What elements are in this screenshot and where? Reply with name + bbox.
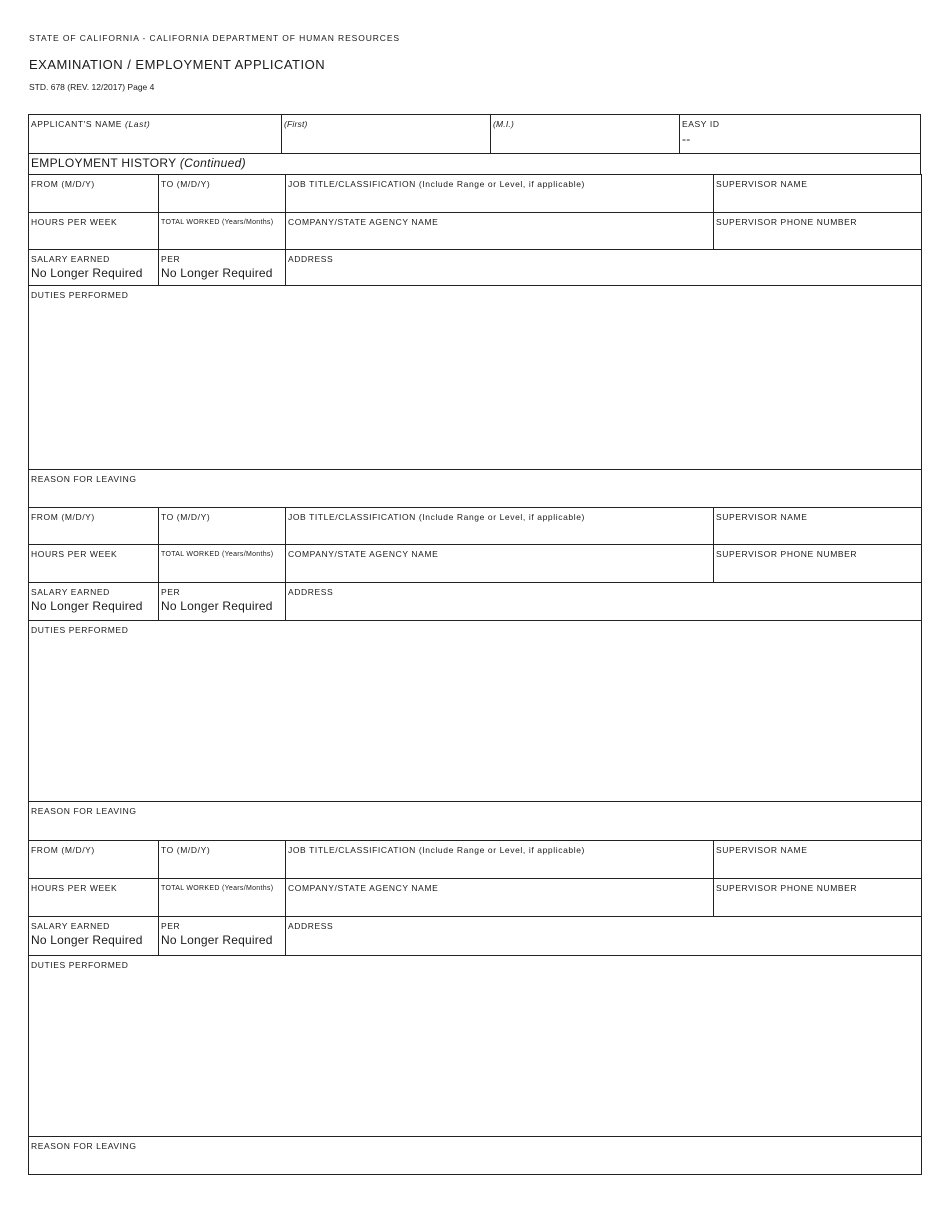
address-field[interactable] [285,916,922,956]
address-field[interactable] [285,249,922,286]
from-date-field[interactable] [28,174,159,213]
duties-performed-label: DUTIES PERFORMED [31,625,129,635]
section-subtitle: (Continued) [179,156,246,170]
company-name-label: COMPANY/STATE AGENCY NAME [288,549,439,559]
total-worked-field[interactable] [158,544,286,583]
salary-per-label: PER [161,921,181,931]
supervisor-phone-label: SUPERVISOR PHONE NUMBER [716,549,858,559]
from-date-label: FROM (M/D/Y) [31,845,95,855]
total-worked-label: TOTAL WORKED (Years/Months) [161,219,274,226]
duties-performed-field[interactable] [28,285,922,470]
supervisor-name-field[interactable] [713,174,922,213]
last-name-label-text: APPLICANT'S NAME [31,119,123,129]
company-name-label: COMPANY/STATE AGENCY NAME [288,883,439,893]
reason-for-leaving-label: REASON FOR LEAVING [31,1141,137,1151]
reason-for-leaving-field[interactable] [28,801,922,841]
middle-initial-label: (M.I.) [493,119,515,129]
reason-for-leaving-label: REASON FOR LEAVING [31,806,137,816]
address-label: ADDRESS [288,921,334,931]
to-date-field[interactable] [158,507,286,545]
salary-per-label: PER [161,254,181,264]
supervisor-name-label: SUPERVISOR NAME [716,512,808,522]
easy-id-label: EASY ID [682,119,720,129]
supervisor-phone-field[interactable] [713,544,922,583]
salary-earned-field[interactable] [28,916,159,956]
hours-per-week-label: HOURS PER WEEK [31,549,118,559]
hours-per-week-label: HOURS PER WEEK [31,217,118,227]
easy-id-field[interactable] [679,114,921,154]
from-date-label: FROM (M/D/Y) [31,512,95,522]
duties-performed-label: DUTIES PERFORMED [31,960,129,970]
company-name-field[interactable] [285,544,714,583]
to-date-field[interactable] [158,174,286,213]
to-date-label: TO (M/D/Y) [161,179,211,189]
company-name-label: COMPANY/STATE AGENCY NAME [288,217,439,227]
from-date-field[interactable] [28,840,159,879]
reason-for-leaving-field[interactable] [28,1136,922,1175]
middle-initial-field[interactable] [490,114,680,154]
job-title-field[interactable] [285,507,714,545]
address-field[interactable] [285,582,922,621]
total-worked-field[interactable] [158,878,286,917]
from-date-field[interactable] [28,507,159,545]
salary-earned-field[interactable] [28,582,159,621]
duties-performed-label: DUTIES PERFORMED [31,290,129,300]
supervisor-phone-label: SUPERVISOR PHONE NUMBER [716,883,858,893]
from-date-label: FROM (M/D/Y) [31,179,95,189]
to-date-label: TO (M/D/Y) [161,845,211,855]
duties-performed-field[interactable] [28,955,922,1137]
salary-per-field[interactable] [158,916,286,956]
salary-earned-value: No Longer Required [31,266,143,280]
salary-earned-field[interactable] [28,249,159,286]
salary-per-field[interactable] [158,249,286,286]
salary-per-value: No Longer Required [161,599,273,613]
first-name-field[interactable] [281,114,491,154]
salary-earned-label: SALARY EARNED [31,587,110,597]
supervisor-phone-field[interactable] [713,212,922,250]
supervisor-name-field[interactable] [713,840,922,879]
job-title-field[interactable] [285,840,714,879]
supervisor-phone-field[interactable] [713,878,922,917]
company-name-field[interactable] [285,212,714,250]
to-date-label: TO (M/D/Y) [161,512,211,522]
reason-for-leaving-label: REASON FOR LEAVING [31,474,137,484]
hours-per-week-label: HOURS PER WEEK [31,883,118,893]
section-title [31,156,246,170]
job-title-label: JOB TITLE/CLASSIFICATION (Include Range or Level, if applicable) [288,512,585,522]
salary-earned-label: SALARY EARNED [31,254,110,264]
total-worked-label: TOTAL WORKED (Years/Months) [161,551,274,558]
supervisor-name-label: SUPERVISOR NAME [716,845,808,855]
company-name-field[interactable] [285,878,714,917]
address-label: ADDRESS [288,587,334,597]
salary-per-value: No Longer Required [161,933,273,947]
reason-for-leaving-field[interactable] [28,469,922,508]
supervisor-name-field[interactable] [713,507,922,545]
salary-earned-label: SALARY EARNED [31,921,110,931]
supervisor-name-label: SUPERVISOR NAME [716,179,808,189]
form-number: STD. 678 (REV. 12/2017) Page 4 [29,82,155,92]
last-name-hint: (Last) [125,119,151,129]
hours-per-week-field[interactable] [28,878,159,917]
salary-per-label: PER [161,587,181,597]
job-title-label: JOB TITLE/CLASSIFICATION (Include Range or Level, if applicable) [288,845,585,855]
form-title: EXAMINATION / EMPLOYMENT APPLICATION [29,57,326,72]
address-label: ADDRESS [288,254,334,264]
total-worked-field[interactable] [158,212,286,250]
employment-history-header [28,153,921,175]
last-name-field[interactable] [28,114,282,154]
hours-per-week-field[interactable] [28,212,159,250]
job-title-label: JOB TITLE/CLASSIFICATION (Include Range or Level, if applicable) [288,179,585,189]
total-worked-label: TOTAL WORKED (Years/Months) [161,885,274,892]
duties-performed-field[interactable] [28,620,922,802]
first-name-label: (First) [284,119,308,129]
supervisor-phone-label: SUPERVISOR PHONE NUMBER [716,217,858,227]
salary-earned-value: No Longer Required [31,933,143,947]
salary-per-value: No Longer Required [161,266,273,280]
hours-per-week-field[interactable] [28,544,159,583]
salary-per-field[interactable] [158,582,286,621]
section-title-text: EMPLOYMENT HISTORY [31,156,177,170]
job-title-field[interactable] [285,174,714,213]
to-date-field[interactable] [158,840,286,879]
easy-id-value: -- [682,132,691,146]
agency-name: STATE OF CALIFORNIA - CALIFORNIA DEPARTMENT OF HUMAN RESOURCES [29,33,400,43]
last-name-label [31,119,150,129]
salary-earned-value: No Longer Required [31,599,143,613]
